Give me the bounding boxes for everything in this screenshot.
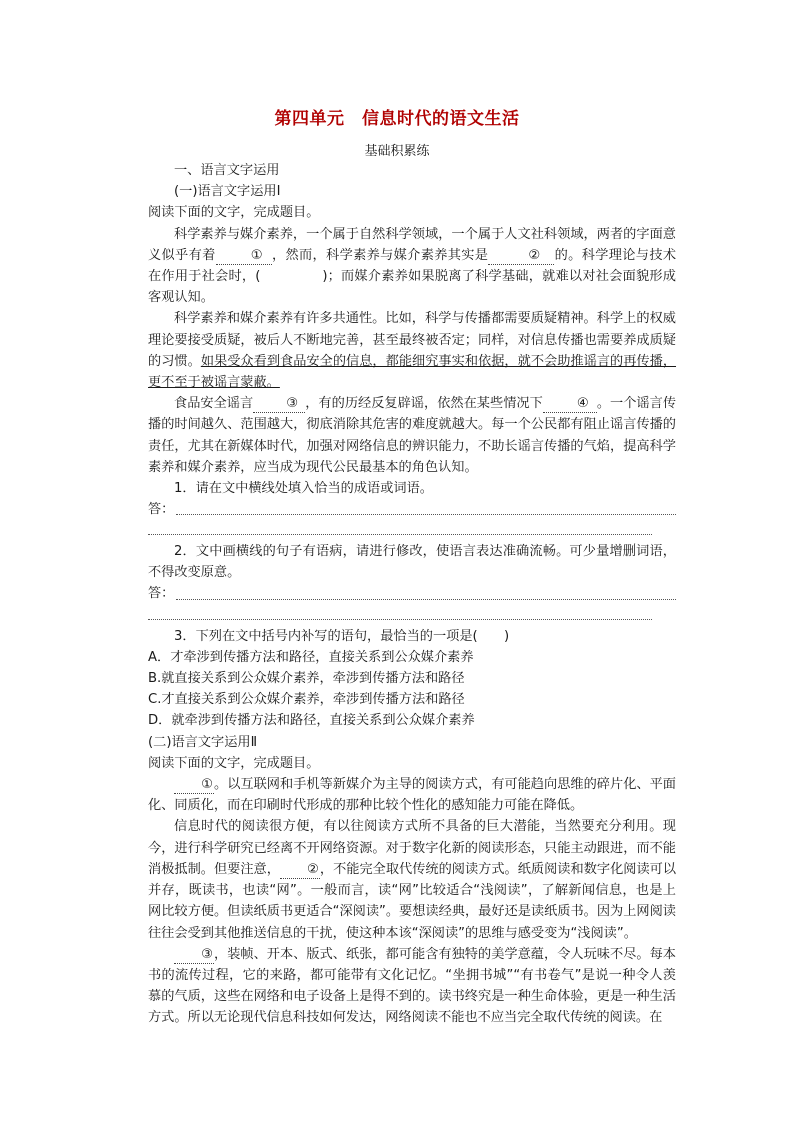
question-3: 3．下列在文中括号内补写的语句，最恰当的一项是( ) (174, 628, 510, 644)
text: ，然而，科学素养与媒介素养其实是 (271, 247, 489, 263)
question-2: 2．文中画横线的句子有语病，请进行修改，使语言表达准确流畅。可少量增删词语，不得改变原意。 (148, 544, 676, 581)
text: ，不能完全取代传统的阅读方式。纸质阅读和数字化阅读可以并存，既读书，也读“网”。一般而言，读“网”比较适合“浅阅读”，了解新闻信息，也是上网比较方便。但读纸质书更适合“深阅读”。要想读经典，最好还是读纸质书。因为上网阅读往往会受到其他推送信息的干扰，使这种本该“深阅读”的思维与感受变为“浅阅读”。 (148, 861, 677, 941)
text: ，有的历经反复辟谣，依然在某些情况下 (305, 396, 543, 412)
page-title: 第四单元 信息时代的语文生活 (274, 109, 520, 129)
text: )；而媒介素养如果脱离了科学基础，就难以对社会面貌形成客观认知。 (148, 269, 676, 306)
answer-line-1b (148, 520, 676, 541)
blank-1: ① (174, 776, 214, 794)
part2-instruction: 阅读下面的文字，完成题目。 (148, 755, 320, 771)
blank-2: ② (280, 861, 320, 879)
answer-line-2b (148, 605, 676, 626)
text: 的。科学理论与技术在作用于社会时，( (148, 247, 677, 285)
part2-paragraph-1 (148, 774, 676, 816)
section-heading: 一、语言文字运用 (174, 163, 280, 178)
document-body (148, 160, 676, 1029)
answer-label: 答： (148, 502, 175, 518)
blank-4: ④ (543, 395, 597, 413)
part1-paragraph-2 (148, 308, 676, 393)
answer-label: 答： (148, 586, 175, 602)
text: 。一个谣言传播的时间越久、范围越大，彻底消除其危害的难度就越大。每一个公民都有阻止谣言传播的责任，尤其在新媒体时代，加强对网络信息的辨识能力，不助长谣言传播的气焰，提高科学素养和媒介素养，应当成为现代公民最基本的角色认知。 (148, 396, 677, 475)
option-b: B.就直接关系到公众媒介素养，牵涉到传播方法和路径 (148, 671, 465, 687)
part1-instruction: 阅读下面的文字，完成题目。 (148, 205, 320, 221)
answer-line-2 (148, 584, 676, 605)
text: 科学素养和媒介素养有许多共通性。比如，科学与传播都需要质疑精神。科学上的权威理论要接受质疑，被后人不断地完善，甚至最终被否定；同样，对信息传播也需要养成质疑的习惯。 (148, 311, 676, 369)
part1-paragraph-1 (148, 224, 676, 309)
answer-dots (176, 514, 676, 515)
text: 。以互联网和手机等新媒介为主导的阅读方式，有可能趋向思维的碎片化、平面化、同质化，而在印刷时代形成的那种比较个性化的感知能力可能在降低。 (148, 777, 676, 814)
blank-3: ③ (174, 946, 214, 964)
text: 信息时代的阅读很方便，有以往阅读方式所不具备的巨大潜能，当然要充分利用。现今，进行科学研究已经离不开网络资源。对于数字化新的阅读形态，只能主动跟进，而不能消极抵制。但要注意， (148, 819, 676, 877)
question-1: 1．请在文中横线处填入恰当的成语或词语。 (174, 481, 433, 497)
part2-heading: (二)语言文字运用Ⅱ (148, 734, 258, 750)
part2-paragraph-3 (148, 944, 676, 1029)
text: 科学素养与媒介素养，一个属于自然科学领域，一个属于人文社科领域，两者的字面意义似乎有着 (148, 226, 676, 263)
answer-line-1 (148, 499, 676, 520)
part1-heading: (一)语言文字运用Ⅰ (174, 184, 281, 200)
part1-paragraph-3 (148, 393, 676, 478)
text: ，装帧、开本、版式、纸张，都可能含有独特的美学意蕴，令人玩味不尽。每本书的流传过程，它的来路，都可能带有文化记忆。“坐拥书城”“有书卷气”是说一种令人羡慕的气质，这些在网络和电子设备上是得不到的。读书终究是一种生命体验，更是一种生活方式。所以无论现代信息科技如何发达，网络阅读不能也不应当完全取代传统的阅读。在 (148, 946, 676, 1026)
page-subtitle: 基础积累练 (364, 144, 430, 159)
option-a: A．才牵涉到传播方法和路径，直接关系到公众媒介素养 (148, 649, 474, 665)
underlined-sentence: 如果受众看到食品安全的信息，都能细究事实和依据，就不会助推谣言的再传播，更不至于被谣言蒙蔽。 (148, 353, 677, 391)
blank-1: ① (216, 247, 272, 265)
blank-2: ② (488, 247, 554, 265)
option-d: D．就牵涉到传播方法和路径，直接关系到公众媒介素养 (148, 713, 475, 729)
answer-dots (176, 599, 676, 600)
text: 食品安全谣言 (174, 396, 254, 412)
option-c: C.才直接关系到公众媒介素养，牵涉到传播方法和路径 (148, 692, 465, 708)
part2-paragraph-2 (148, 816, 676, 943)
blank-3: ③ (253, 395, 305, 413)
